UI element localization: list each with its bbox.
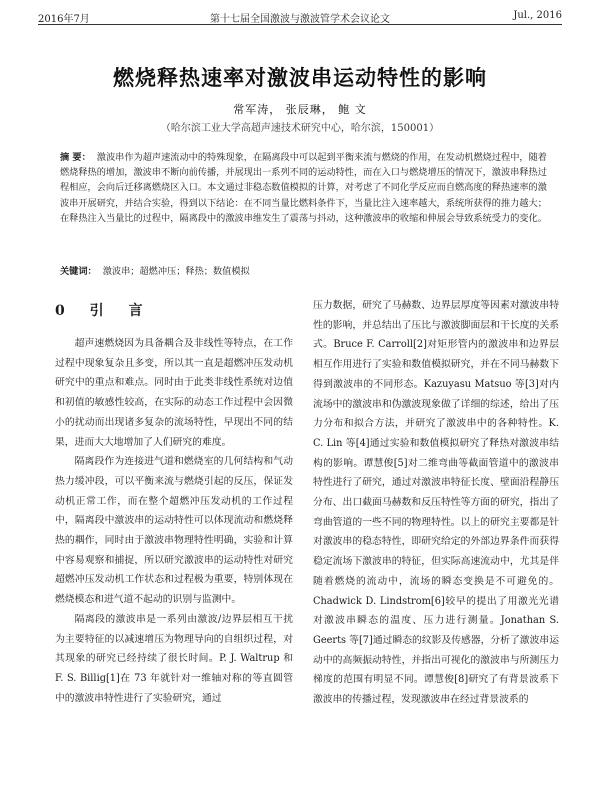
keywords-text: 激波串；超燃冲压；释热；数值模拟 [102, 266, 250, 277]
abstract-text: 激波串作为超声速流动中的特殊现象，在隔离段中可以起到平衡来流与燃烧的作用，在发动机燃烧过程中，随着燃烧释热的增加，激波串不断向前传播，并展现出一系列不同的运动特性，而在入口与燃烧增压的情况下，激波串释热过程相应，会向后迁移离燃烧区入口。本文通过非稳态数值模拟的计算，对考虑了不同化学反应而自燃高度的释热速率的激波串开展研究，并结合实验，得到以下结论：在不同当量比燃料条件下，当量比注入速率越大，系统所获得的推力越大；在释热注入当量比的过程中，隔离段中的激波串维发生了震荡与抖动，这种激波串的收缩和伸展会导致系统受力的变化。 [60, 152, 547, 224]
keywords-label: 关键词： [60, 266, 97, 277]
section-heading [55, 300, 293, 322]
paragraph: 隔离段的激波串是一系列由激波/边界层相互干扰为主要特征的以减速增压为物理导向的自组织过程，对其现象的研究已经持续了很长时间。P. J. Waltrup 和 F. S. Billig[1]在 73 年就针对一维轴对称的等直圆管中的激波串特性进行了实验研究，通过 [55, 613, 293, 704]
right-column [313, 296, 559, 710]
paragraph: 压力数据，研究了马赫数、边界层厚度等因素对激波串特性的影响，并总结出了压比与激波脚面层和干长度的关系式。Bruce F. Carroll[2]对矩形管内的激波串和边界层相互作用进行了实验和数值模拟研究，并在不同马赫数下得到激波串的不同形态。Kazuyasu Matsuo 等[3]对内流场中的激波串和伪激波现象做了详细的综述，给出了压力分布和拟合方法，并研究了激波串中的各种特性。K. C. Lin 等[4]通过实验和数值模拟研究了释热对激波串结构的影响。谭慧俊[5]对二维弯曲等截面管道中的激波串特性进行了研究，通过对激波串特征长度、壁面沿程静压分布、出口截面马赫数和反压特性等方面的研究，指出了弯曲管道的一些不同的物理特性。以上的研究主要都是针对激波串的稳态特性，即研究给定的外部边界条件而获得稳定流场下激波串的特征，但实际高速流动中，尤其是伴随着燃烧的流动中，流场的瞬态变换是不可避免的。Chadwick D. Lindstrom[6]较早的提出了用激光光谱对激波串瞬态的温度、压力进行测量。Jonathan S. Geerts 等[7]通过瞬态的纹影及传感器，分析了激波串运动中的高频振动特性，并指出可视化的激波串与所测压力梯度的范围有明显不同。谭慧俊[8]研究了有背景波系下激波串的传播过程，发现激波串在经过背景波系的 [313, 300, 559, 706]
header-date: 2016年7月 [38, 14, 90, 25]
section-title: 引 言 [89, 303, 153, 319]
header-conference: 第十七届全国激波与激波管学术会议论文 [210, 14, 390, 25]
paper-affiliation: （哈尔滨工业大学高超声速技术研究中心，哈尔滨，150001） [160, 123, 440, 134]
abstract [60, 150, 550, 226]
running-header [38, 8, 562, 25]
header-issue: Jul., 2016 [513, 10, 562, 21]
left-column [55, 300, 293, 708]
paragraph: 隔离段作为连接进气道和燃烧室的几何结构和气动热力缓冲段，可以平衡来流与燃烧引起的反压，保证发动机正常工作，而在整个超燃冲压发动机的工作过程中，隔离段中激波串的运动特性可以体现流动和燃烧释热的耦作，同时由于激波串物理特性明确，实验和计算中容易观察和捕捉，所以研究激波串的运动特性对研究超燃冲压发动机工作状态和过程极为重要，特别体现在燃烧模态和进气道不起动的识别与监测中。 [55, 456, 293, 606]
keywords [60, 263, 550, 277]
paper-title: 燃烧释热速率对激波串运动特性的影响 [113, 65, 487, 90]
abstract-label: 摘 要： [60, 152, 91, 163]
paragraph: 超声速燃烧因为具备耦合及非线性等特点，在工作过程中现象复杂且多变，所以其一直是超燃冲压发动机研究中的重点和难点。同时由于此类非线性系统对边值和初值的敏感性较高，在实际的动态工作过程中会因微小的扰动而出现诸多复杂的流场特性，早现出不同的结果，进而大大地增加了人们研究的难度。 [55, 338, 293, 448]
paper-authors: 常军涛， 张辰琳， 鲍 文 [233, 103, 367, 116]
section-number: 0 [55, 303, 75, 319]
